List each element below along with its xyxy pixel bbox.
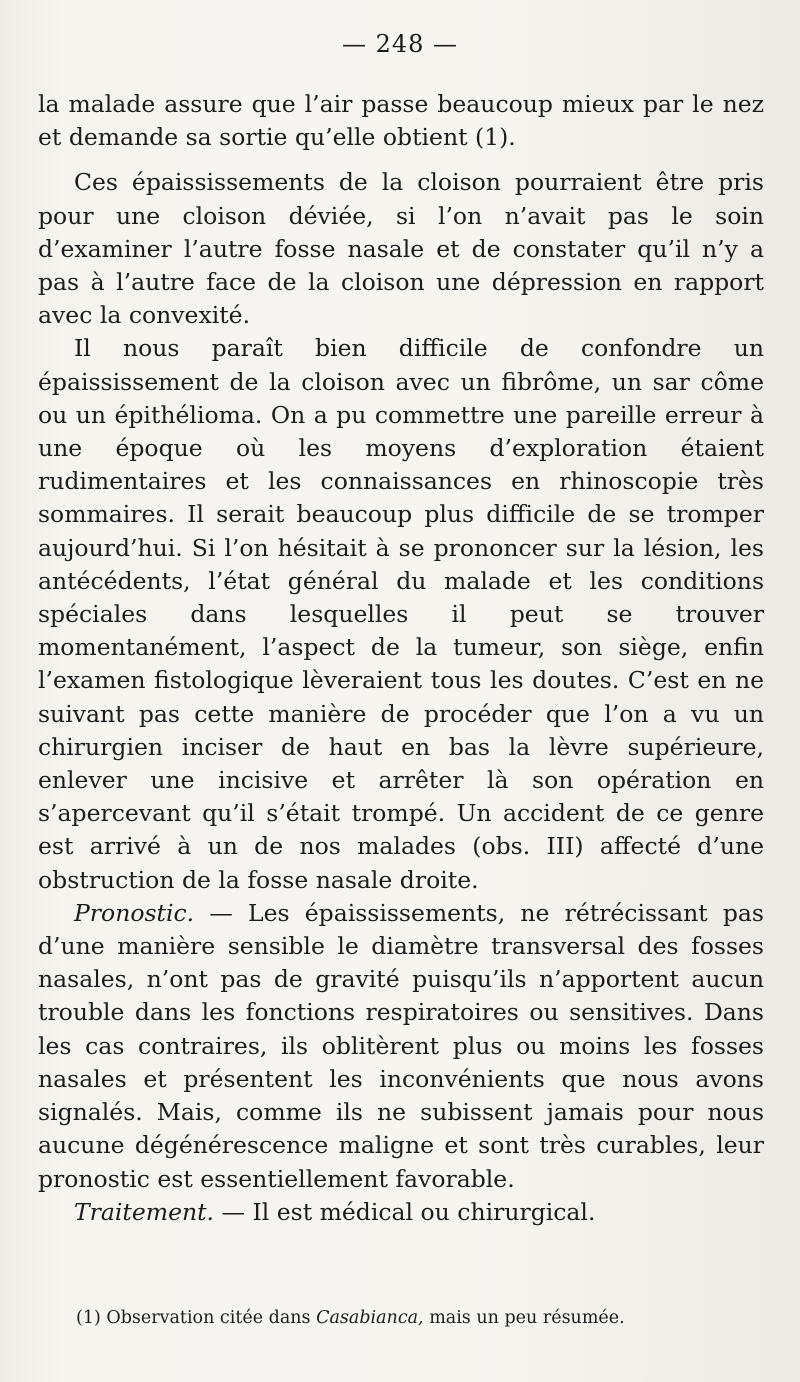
paragraph-thickening: Ces épaississements de la cloison pourraient être pris pour une cloison déviée, si l’on n’avait pas le soin d’examiner l’autre fosse nasale et de constater qu’il n’y a pas à l’autre face de la cloison une dépression en rapport avec la convexité.	[38, 168, 764, 330]
paragraph-continuation: la malade assure que l’air passe beaucoup mieux par le nez et demande sa sortie qu’elle obtient (1).	[38, 90, 764, 152]
prognosis-text: — Les épaississements, ne rétrécissant pas d’une manière sensible le diamètre transversal des fosses nasales, n’ont pas de gravité puisqu’ils n’apportent aucun trouble dans les fonctions respiratoires ou sensitives. Dans les cas contraires, ils oblitèrent plus ou moins les fosses nasales et présentent les inconvénients que nous avons signalés. Mais, comme ils ne subissent jamais pour nous aucune dégénérescence maligne et sont très curables, leur pronostic est essentiellement favorable.	[38, 898, 764, 1193]
treatment-text: — Il est médical ou chirurgical.	[214, 1197, 596, 1226]
body-text	[38, 88, 764, 1229]
footnote-after: mais un peu résumée.	[423, 1308, 625, 1328]
footnote-author: Casabianca,	[316, 1308, 424, 1328]
footnote-before: (1) Observation citée dans	[76, 1308, 317, 1328]
page-number: — 248 —	[341, 30, 459, 58]
prognosis-heading: Pronostic.	[74, 898, 195, 927]
paragraph-treatment	[38, 1196, 764, 1229]
footnote	[76, 1306, 766, 1330]
paragraph-diagnosis: Il nous paraît bien difficile de confondre un épaississement de la cloison avec un fibrôme, un sar côme ou un épithélioma. On a pu commettre une pareille erreur à une époque où les moyens d’exploration étaient rudimentaires et les connaissances en rhinoscopie très sommaires. Il serait beaucoup plus difficile de se tromper aujourd’hui. Si l’on hésitait à se prononcer sur la lésion, les antécédents, l’état général du malade et les conditions spéciales dans lesquelles il peut se trouver momentanément, l’aspect de la tumeur, son siège, enfin l’examen fistologique lèveraient tous les doutes. C’est en ne suivant pas cette manière de procéder que l’on a vu un chirurgien inciser de haut en bas la lèvre supérieure, enlever une incisive et arrêter là son opération en s’apercevant qu’il s’était trompé. Un accident de ce genre est arrivé à un de nos malades (obs. III) affecté d’une obstruction de la fosse nasale droite.	[38, 334, 764, 894]
paragraph-prognosis	[38, 897, 764, 1196]
treatment-heading: Traitement.	[74, 1197, 215, 1226]
